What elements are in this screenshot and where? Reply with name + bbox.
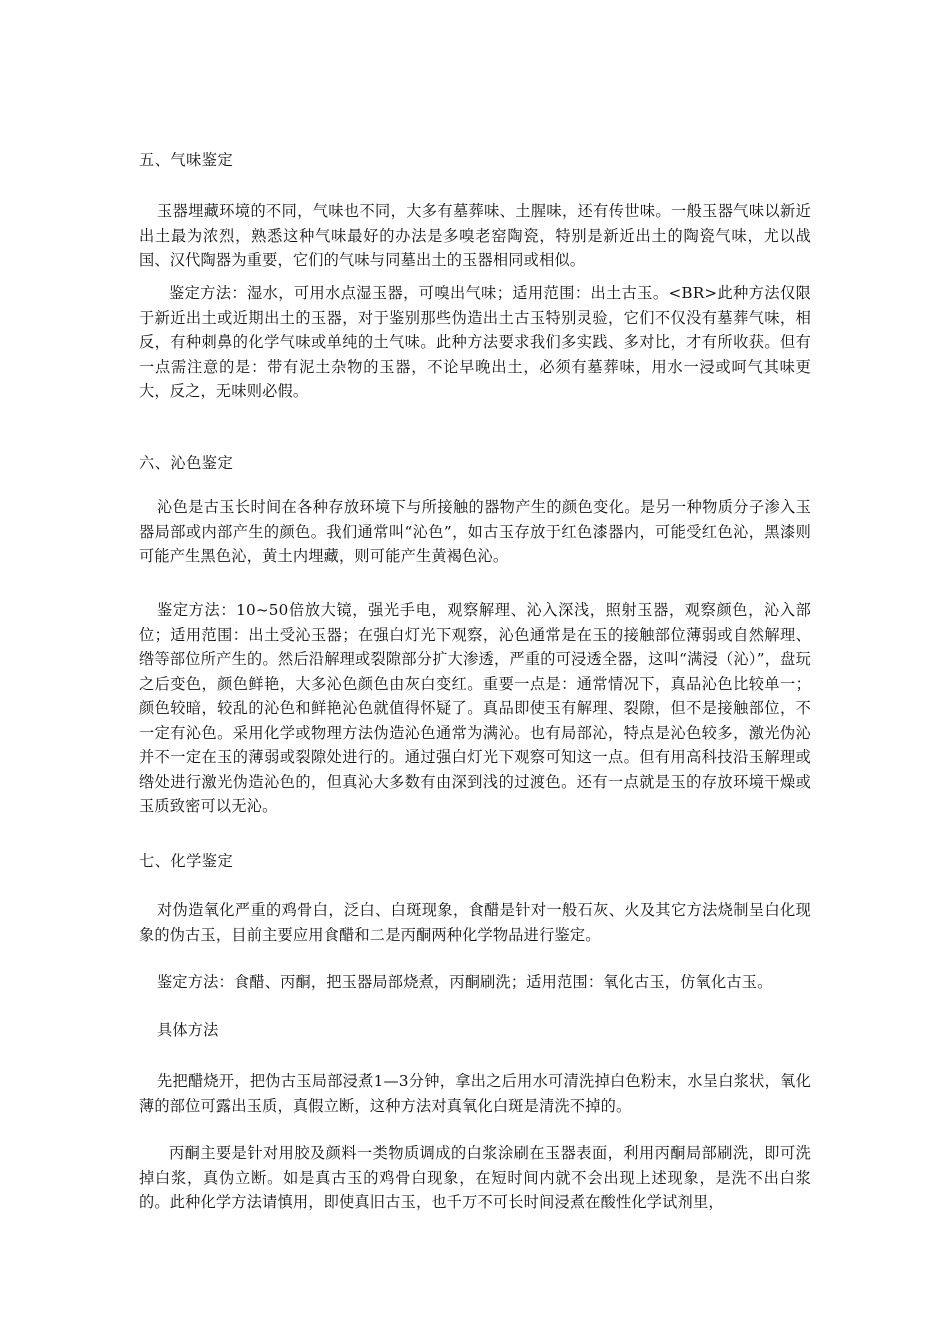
section-heading-chemical: 七、化学鉴定 <box>139 852 234 870</box>
section-heading-color: 六、沁色鉴定 <box>139 454 234 472</box>
paragraph-color-method: 鉴定方法：10~50倍放大镜，强光手电，观察解理、沁入深浅，照射玉器，观察颜色，沁入部位；适用范围：出土受沁玉器；在强白灯光下观察，沁色通常是在玉的接触部位薄弱或自然解理、绺等部位所产生的。然后沿解理或裂隙部分扩大渗透，严重的可浸透全器，这叫“满浸（沁）”，盘玩之后变色，颜色鲜艳，大多沁色颜色由灰白变红。重要一点是：通常情况下，真品沁色比较单一；颜色较暗，较乱的沁色和鲜艳沁色就值得怀疑了。真品即使玉有解理、裂隙，但不是接触部位，不一定有沁色。采用化学或物理方法伪造沁色通常为满沁。也有局部沁，特点是沁色较多，激光伪沁并不一定在玉的薄弱或裂隙处进行的。通过强白灯光下观察可知这一点。但有用高科技沿玉解理或绺处进行激光伪造沁色的，但真沁大多数有由深到浅的过渡色。还有一点就是玉的存放环境干燥或玉质致密可以无沁。 <box>139 601 811 815</box>
paragraph-chemical-method: 鉴定方法：食醋、丙酮，把玉器局部烧煮，丙酮刷洗；适用范围：氧化古玉，仿氧化古玉。 <box>157 973 773 991</box>
paragraph-odor-method: 鉴定方法：湿水，可用水点湿玉器，可嗅出气味；适用范围：出土古玉。<BR>此种方法仅限于新近出土或近期出土的玉器，对于鉴别那些伪造出土古玉特别灵验，它们不仅没有墓葬气味，相反，有种刺鼻的化学气味或单纯的土气味。此种方法要求我们多实践、多对比，才有所收获。但有一点需注意的是：带有泥土杂物的玉器，不论早晚出土，必须有墓葬味，用水一浸或呵气其味更大，反之，无味则必假。 <box>139 284 811 400</box>
paragraph-specific-method-title: 具体方法 <box>157 1021 219 1039</box>
paragraph-odor-intro: 玉器埋藏环境的不同，气味也不同，大多有墓葬味、土腥味，还有传世味。一般玉器气味以新近出土最为浓烈，熟悉这种气味最好的办法是多嗅老窑陶瓷，特别是新近出土的陶瓷气味，尤以战国、汉代陶器为重要，它们的气味与同墓出土的玉器相同或相似。 <box>139 202 811 269</box>
paragraph-acetone-method: 丙酮主要是针对用胶及颜料一类物质调成的白浆涂刷在玉器表面，利用丙酮局部刷洗，即可洗掉白浆，真伪立断。如是真古玉的鸡骨白现象，在短时间内就不会出现上述现象，是洗不出白浆的。此种化学方法请慎用，即使真旧古玉，也千万不可长时间浸煮在酸性化学试剂里， <box>139 1144 811 1211</box>
paragraph-vinegar-method: 先把醋烧开，把伪古玉局部浸煮1—3分钟，拿出之后用水可清洗掉白色粉末，水呈白浆状，氧化薄的部位可露出玉质，真假立断，这种方法对真氧化白斑是清洗不掉的。 <box>139 1072 811 1115</box>
paragraph-color-intro: 沁色是古玉长时间在各种存放环境下与所接触的器物产生的颜色变化。是另一种物质分子渗入玉器局部或内部产生的颜色。我们通常叫“沁色”，如古玉存放于红色漆器内，可能受红色沁，黑漆则可能产生黑色沁，黄土内埋藏，则可能产生黄褐色沁。 <box>139 498 811 565</box>
section-heading-odor: 五、气味鉴定 <box>139 151 234 169</box>
paragraph-chemical-intro: 对伪造氧化严重的鸡骨白，泛白、白斑现象，食醋是针对一般石灰、火及其它方法烧制呈白化现象的伪古玉，目前主要应用食醋和二是丙酮两种化学物品进行鉴定。 <box>139 901 811 944</box>
